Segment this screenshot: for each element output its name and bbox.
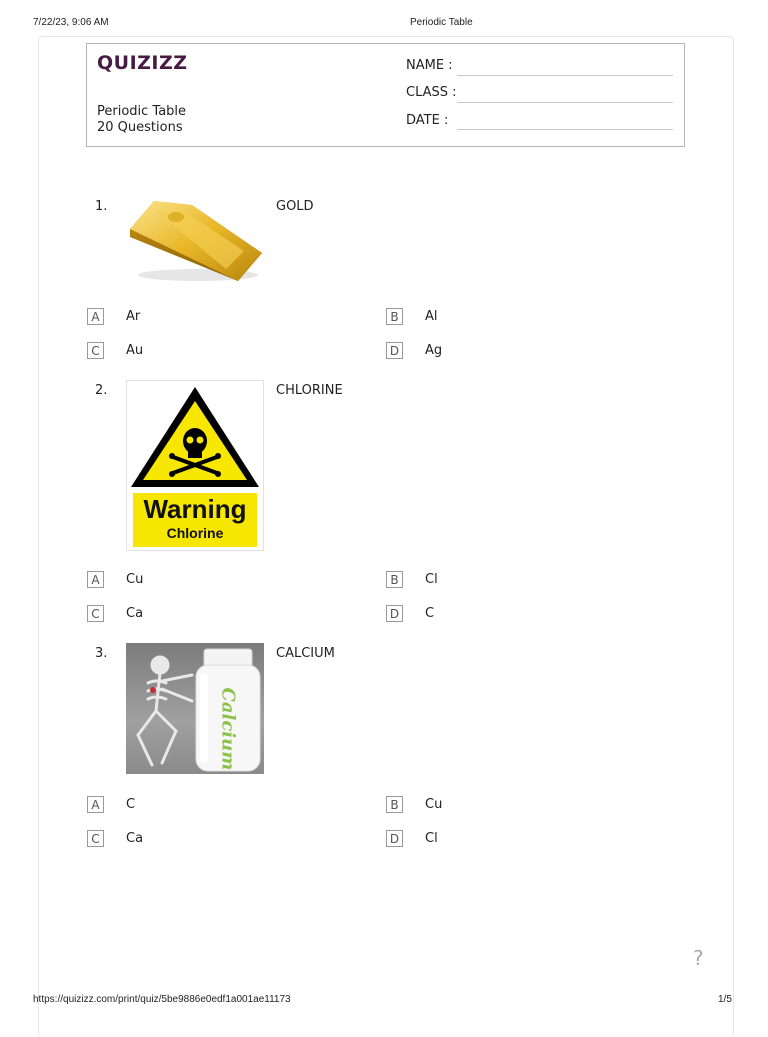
class-label: CLASS : — [406, 85, 457, 100]
option-a-text: C — [126, 797, 136, 812]
option-d-box[interactable]: D — [386, 342, 403, 359]
option-c-box[interactable]: C — [87, 605, 104, 622]
option-c-text: Ca — [126, 831, 144, 846]
help-icon[interactable]: ? — [693, 946, 704, 970]
option-c-box[interactable]: C — [87, 342, 104, 359]
option-d-text: C — [425, 606, 435, 621]
question-text: GOLD — [276, 199, 314, 214]
print-datetime: 7/22/23, 9:06 AM — [33, 17, 109, 28]
print-url: https://quizizz.com/print/quiz/5be9886e0edf1a001ae11173 — [33, 994, 291, 1005]
quiz-title: Periodic Table — [97, 104, 187, 119]
option-b-box[interactable]: B — [386, 308, 403, 325]
option-d-text: Ag — [425, 343, 443, 358]
name-label: NAME : — [406, 58, 453, 73]
option-b-box[interactable]: B — [386, 571, 403, 588]
date-field[interactable] — [457, 129, 673, 130]
bottle-label-text: Calcium — [217, 687, 239, 771]
option-c-text: Au — [126, 343, 144, 358]
option-d-box[interactable]: D — [386, 605, 403, 622]
option-b-text: Cu — [425, 797, 443, 812]
option-a-box[interactable]: A — [87, 571, 104, 588]
calcium-bottle-image — [126, 643, 264, 774]
question-count: 20 Questions — [97, 120, 183, 135]
class-field[interactable] — [457, 102, 673, 103]
sign-warning-text: Warning — [143, 494, 247, 524]
option-a-text: Ar — [126, 309, 141, 324]
date-label: DATE : — [406, 113, 449, 128]
question-text: CALCIUM — [276, 646, 335, 661]
option-a-box[interactable]: A — [87, 796, 104, 813]
option-d-text: Cl — [425, 831, 438, 846]
option-b-text: Al — [425, 309, 438, 324]
name-field[interactable] — [457, 75, 673, 76]
question-number: 2. — [95, 383, 108, 398]
question-text: CHLORINE — [276, 383, 343, 398]
chlorine-warning-sign-image — [126, 380, 264, 551]
question-number: 3. — [95, 646, 108, 661]
question-number: 1. — [95, 199, 108, 214]
option-a-box[interactable]: A — [87, 308, 104, 325]
worksheet-header — [86, 43, 685, 147]
option-b-text: Cl — [425, 572, 438, 587]
option-c-text: Ca — [126, 606, 144, 621]
quizizz-logo: QUIZIZZ — [97, 52, 188, 74]
print-page-number: 1/5 — [718, 994, 732, 1005]
print-title: Periodic Table — [410, 17, 473, 28]
sign-chlorine-text: Chlorine — [166, 525, 224, 541]
option-a-text: Cu — [126, 572, 144, 587]
gold-bar-image — [126, 195, 264, 287]
option-c-box[interactable]: C — [87, 830, 104, 847]
option-d-box[interactable]: D — [386, 830, 403, 847]
option-b-box[interactable]: B — [386, 796, 403, 813]
